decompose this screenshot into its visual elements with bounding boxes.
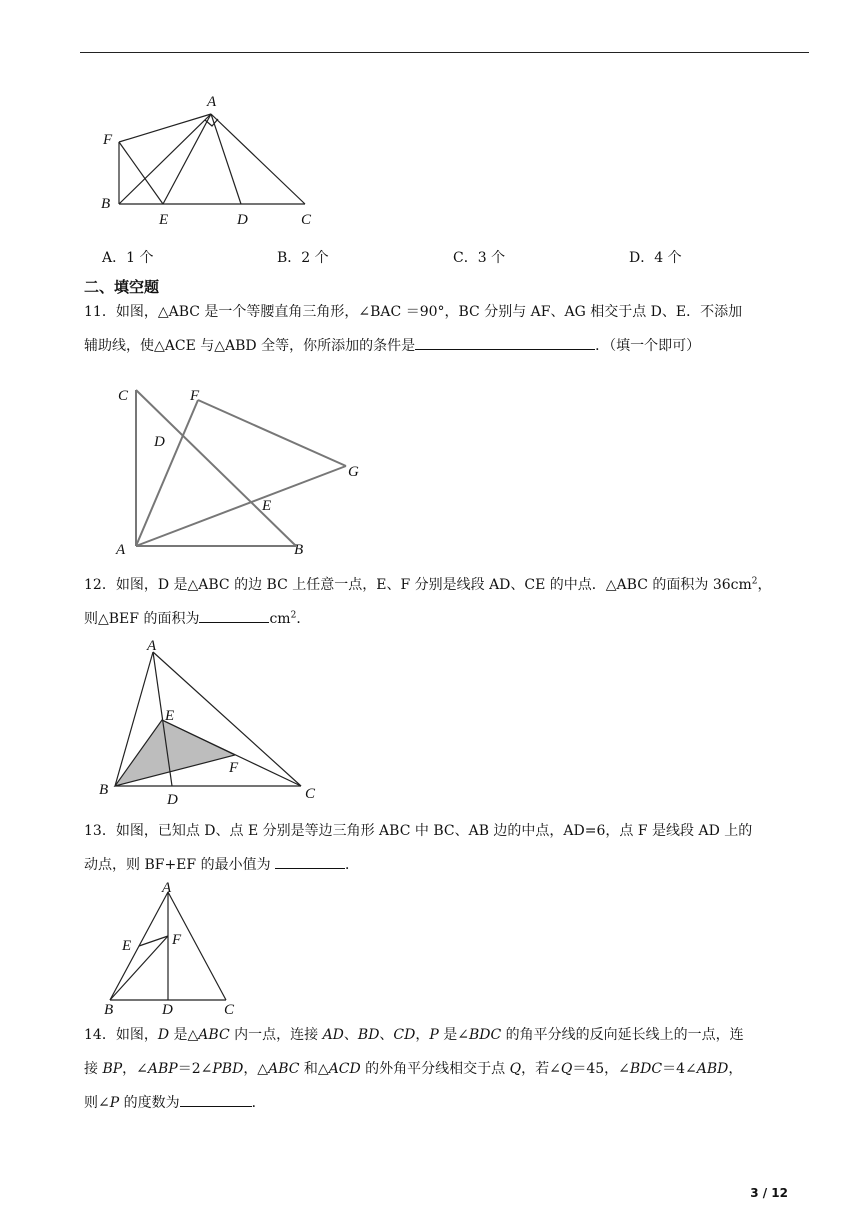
q14-text-run: ，若∠ <box>521 1061 561 1077</box>
q13-text-b: ． <box>345 857 360 873</box>
q14-text-run: P <box>429 1027 439 1043</box>
q12-text-a: 则△BEF 的面积为 <box>84 611 200 627</box>
q14-text-run: ，∠ <box>122 1061 148 1077</box>
segment-ad <box>211 114 241 204</box>
q14-line3-text <box>84 1095 180 1111</box>
q13-text-a: 动点，则 BF+EF 的最小值为 <box>84 857 276 873</box>
label-e: E <box>165 708 175 724</box>
q12-line1 <box>84 568 812 602</box>
q14-text-run: BDC <box>629 1061 663 1077</box>
figure-q13 <box>98 880 258 1018</box>
label-a: A <box>116 542 126 558</box>
q13-line2 <box>84 848 812 882</box>
q14-text-run: ，△ <box>243 1061 269 1077</box>
q14-text-run: BDC <box>468 1027 502 1043</box>
q14-answer-blank[interactable] <box>180 1088 252 1107</box>
q11-text-b: ．（填一个即可） <box>595 338 701 354</box>
choice-d: D．4 个 <box>629 250 682 266</box>
q14-text-run: 的角平分线的反向延长线上的一点，连 <box>501 1027 744 1043</box>
choice-a: A．1 个 <box>102 250 154 266</box>
header-rule <box>80 52 809 53</box>
shaded-triangle-bef <box>115 720 235 786</box>
label-a: A <box>162 880 172 896</box>
q14-text-run: Q <box>509 1061 522 1077</box>
q14-text-run: 14．如图， <box>84 1027 158 1043</box>
figure-q10 <box>95 92 335 232</box>
q14-text-run: 内一点，连接 <box>229 1027 323 1043</box>
segment-ag <box>136 466 346 546</box>
label-e: E <box>122 938 132 954</box>
q14-text-run: ABD <box>696 1061 729 1077</box>
segment-cb <box>136 390 296 546</box>
choice-b: B．2 个 <box>277 250 329 266</box>
q14-text-run: D <box>157 1027 170 1043</box>
q14-text-run: ， <box>415 1027 430 1043</box>
label-c: C <box>301 212 312 228</box>
section-title: 二、填空题 <box>84 278 160 296</box>
label-c: C <box>305 786 316 802</box>
q14-text-run: ABC <box>268 1061 300 1077</box>
q14-text-run: BD <box>357 1027 380 1043</box>
q14-text-run: ＝2∠ <box>177 1061 213 1077</box>
label-a: A <box>147 638 157 654</box>
q14-text-run: ， <box>728 1061 743 1077</box>
label-b: B <box>104 1002 114 1018</box>
q13-answer-blank[interactable] <box>275 850 345 869</box>
figure-q11 <box>110 378 380 558</box>
q14-text-run: ACD <box>328 1061 361 1077</box>
q14-text-run: 则∠ <box>84 1095 110 1111</box>
label-f: F <box>229 760 239 776</box>
choice-c: C．3 个 <box>453 250 506 266</box>
q12-sup: 2 <box>751 576 758 587</box>
q11-line1: 11．如图，△ABC 是一个等腰直角三角形，∠BAC ＝90°，BC 分别与 AF、AG 相交于点 D、E．不添加 <box>84 304 743 320</box>
label-d: D <box>154 434 165 450</box>
label-f: F <box>103 132 113 148</box>
q14-line1 <box>84 1018 812 1052</box>
segment-ae <box>163 114 211 204</box>
label-d: D <box>167 792 178 808</box>
q14-text-run: 接 <box>84 1061 103 1077</box>
q12-text: 12．如图，D 是△ABC 的边 BC 上任意一点，E、F 分别是线段 AD、CE 的中点．△ABC 的面积为 36cm <box>84 577 752 593</box>
q12-line2 <box>84 602 812 636</box>
figure-q12 <box>95 636 335 811</box>
segment-af <box>136 400 198 546</box>
q14-line3 <box>84 1086 812 1120</box>
q14-line2 <box>84 1052 812 1086</box>
segment-fg <box>198 400 346 466</box>
q14-text-run: ＝45，∠ <box>572 1061 630 1077</box>
q14-text-run: P <box>109 1095 120 1111</box>
page-number: 3 / 12 <box>750 1186 788 1200</box>
label-e: E <box>159 212 169 228</box>
q14-line3-end: ． <box>251 1095 266 1111</box>
q14-text-run: 、 <box>379 1027 394 1043</box>
q14-text-run: ABP <box>147 1061 178 1077</box>
q14-text-run: AD <box>322 1027 344 1043</box>
q11-line2 <box>84 329 812 363</box>
q14-text-run: ＝4∠ <box>662 1061 697 1077</box>
segment-ac <box>211 114 305 204</box>
label-b: B <box>99 782 109 798</box>
q14-text-run: 、 <box>343 1027 358 1043</box>
q12-answer-blank[interactable] <box>199 604 269 623</box>
q14-text-run: 的度数为 <box>119 1095 180 1111</box>
q13-line1: 13．如图，已知点 D、点 E 分别是等边三角形 ABC 中 BC、AB 边的中点，AD=6，点 F 是线段 AD 上的 <box>84 823 753 839</box>
segment-fe <box>119 142 163 204</box>
label-d: D <box>162 1002 173 1018</box>
q11-text-a: 辅助线，使△ACE 与△ABD 全等，你所添加的条件是 <box>84 338 416 354</box>
label-a: A <box>207 94 217 110</box>
q14-text-run: 和△ <box>299 1061 329 1077</box>
label-f: F <box>190 388 200 404</box>
label-f: F <box>172 932 182 948</box>
q12-unit: cm <box>269 611 291 627</box>
label-g: G <box>348 464 359 480</box>
q11-answer-blank[interactable] <box>415 331 595 350</box>
q14-text-run: 的外角平分线相交于点 <box>360 1061 510 1077</box>
q14-text-run: Q <box>560 1061 573 1077</box>
q12-text-end: ， <box>757 577 772 593</box>
label-c: C <box>118 388 129 404</box>
label-b: B <box>294 542 304 558</box>
q14-text-run: CD <box>393 1027 416 1043</box>
q14-text-run: PBD <box>212 1061 244 1077</box>
label-d: D <box>237 212 248 228</box>
q12-text-c: ． <box>296 611 311 627</box>
q14-text-run: 是∠ <box>438 1027 469 1043</box>
q12-unit-sup: 2 <box>290 610 297 621</box>
q14-text-run: BP <box>102 1061 123 1077</box>
label-c: C <box>224 1002 235 1018</box>
label-e: E <box>262 498 272 514</box>
label-b: B <box>101 196 111 212</box>
q14-text-run: 是△ <box>169 1027 199 1043</box>
q14-text-run: ABC <box>198 1027 230 1043</box>
